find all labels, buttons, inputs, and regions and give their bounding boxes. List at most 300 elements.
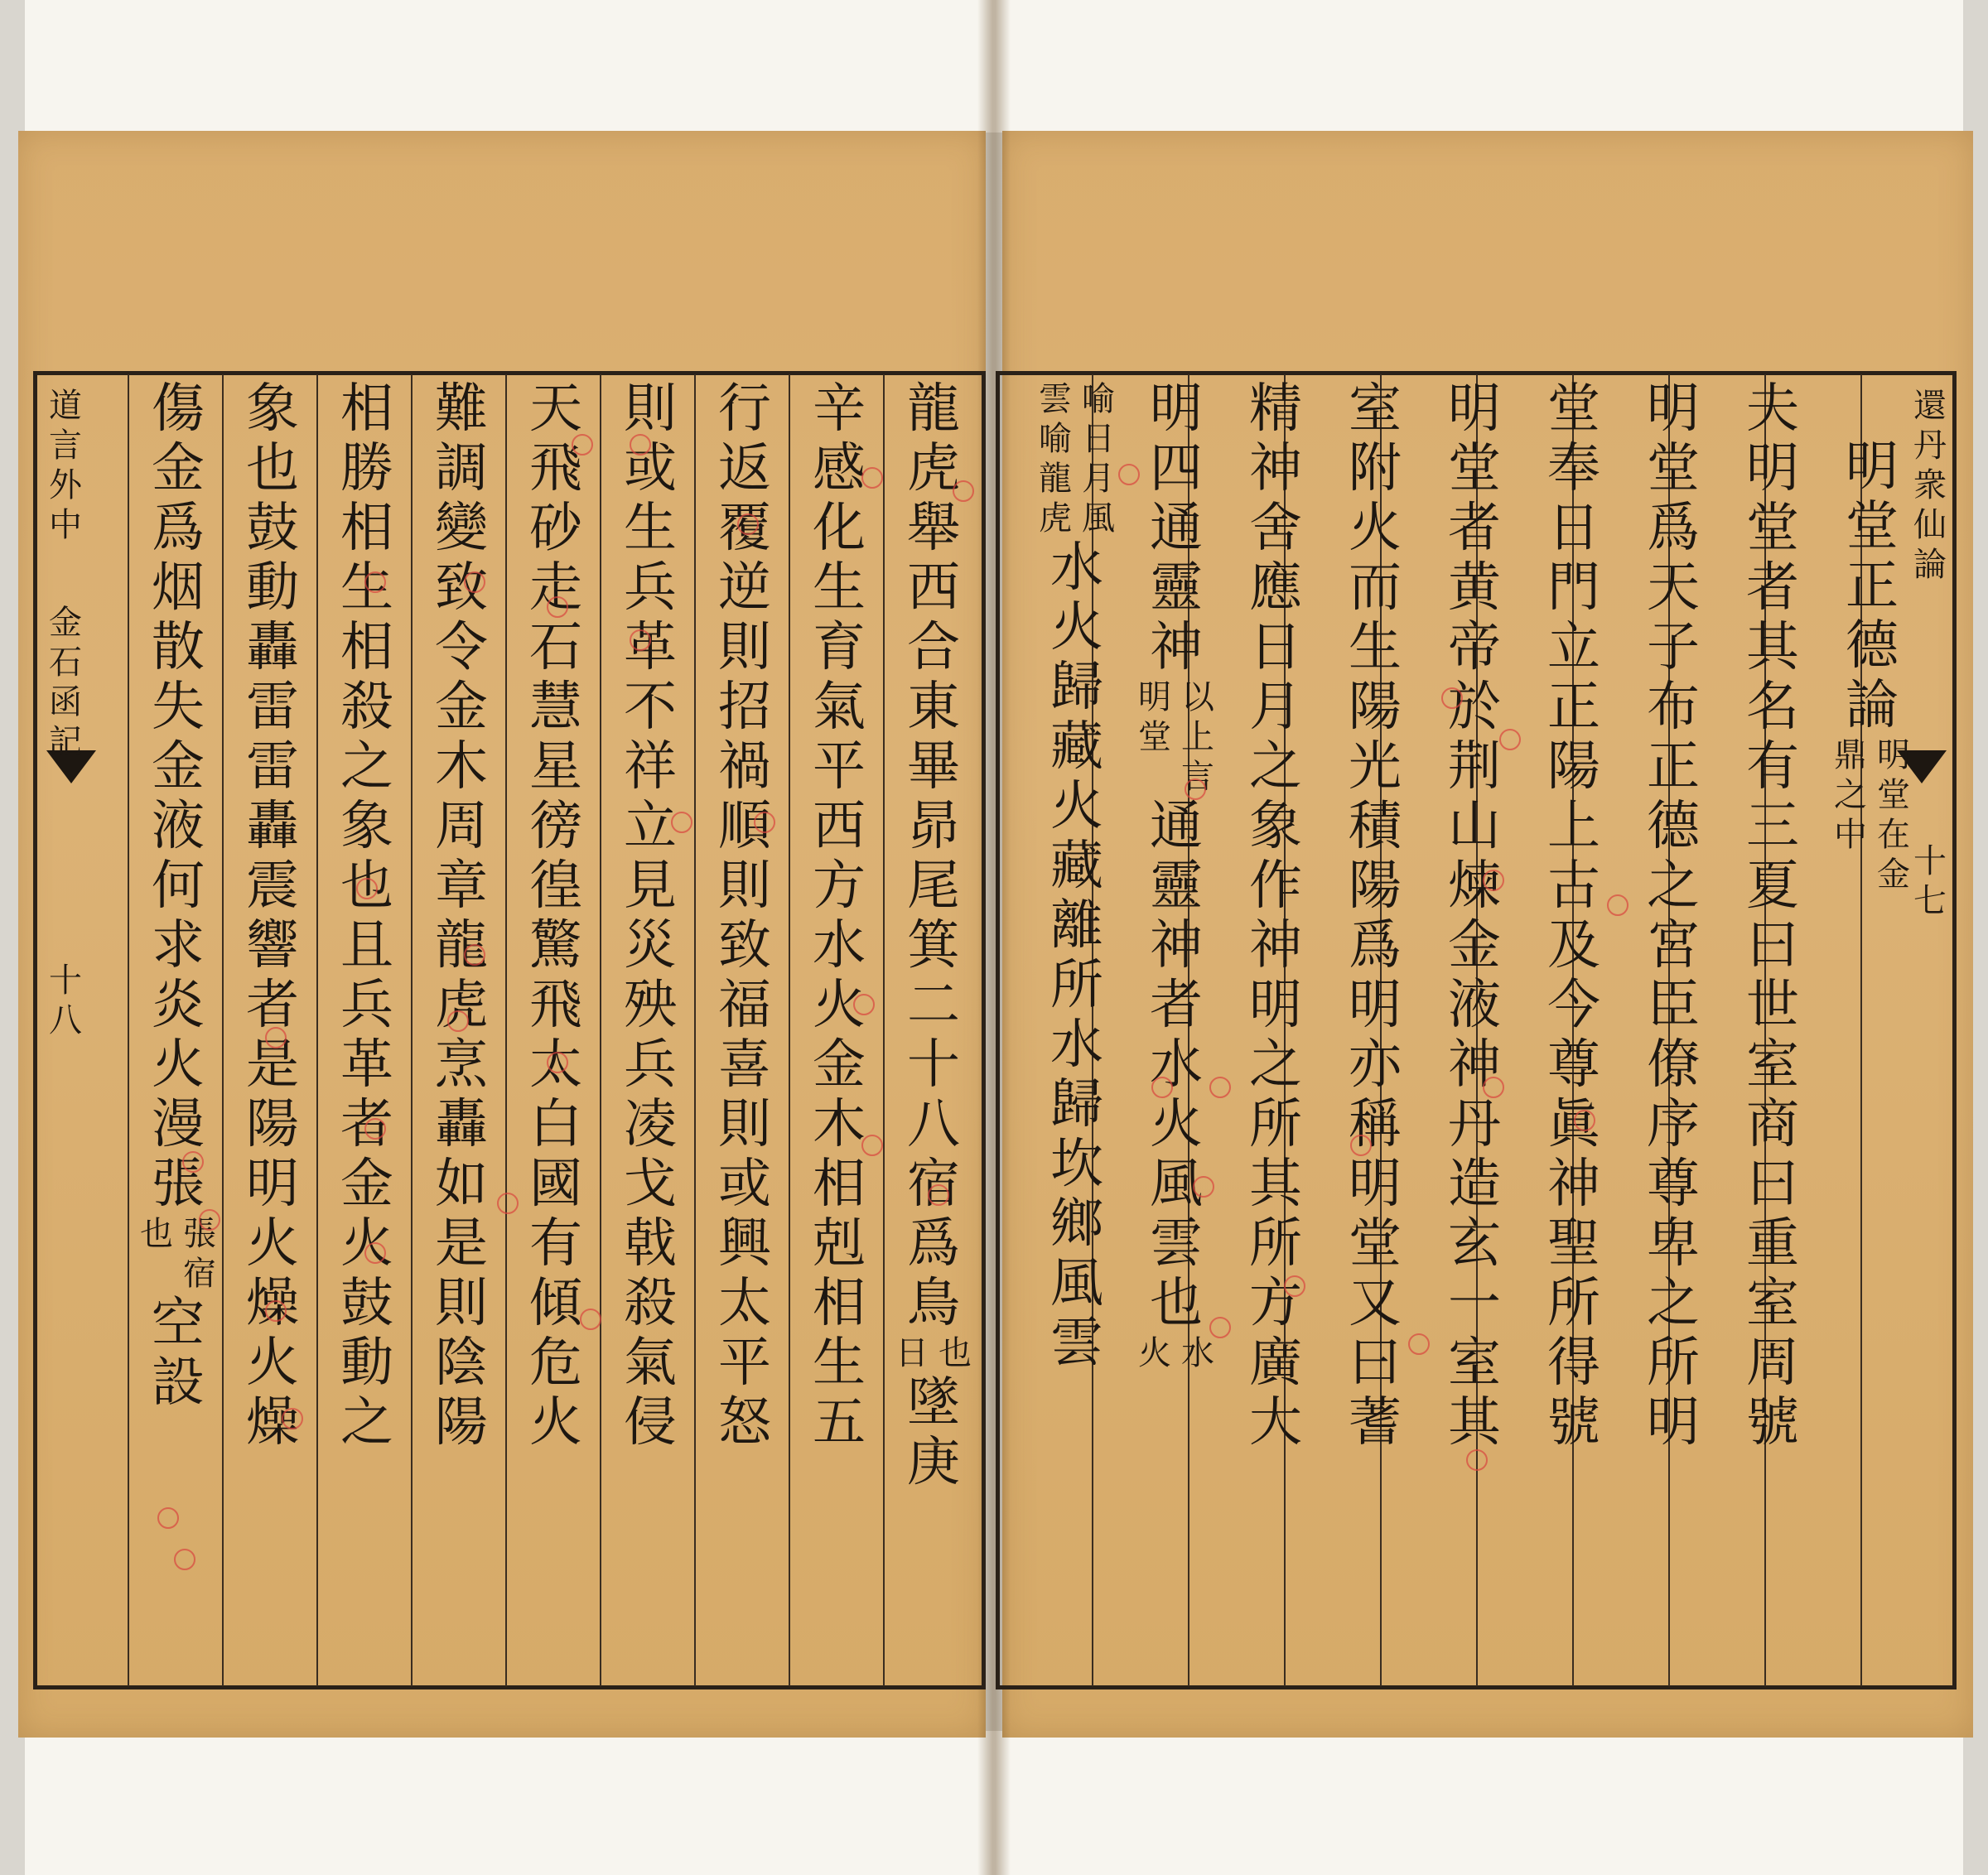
glyph: 爲 bbox=[152, 498, 205, 559]
glyph: 僚 bbox=[1647, 1034, 1700, 1096]
glyph: 合 bbox=[907, 617, 960, 678]
glyph: 上 bbox=[1181, 718, 1214, 756]
glyph: 火 bbox=[246, 1333, 299, 1394]
glyph: 生 bbox=[624, 498, 677, 559]
glyph: 日 bbox=[1547, 498, 1600, 559]
glyph: 所 bbox=[1249, 1213, 1302, 1275]
glyph: 虎 bbox=[435, 975, 488, 1036]
glyph: 堂 bbox=[1349, 1213, 1402, 1275]
glyph: 飛 bbox=[529, 438, 582, 499]
red-circle-mark bbox=[630, 434, 651, 455]
glyph: 帝 bbox=[1448, 617, 1501, 678]
glyph: 蓍 bbox=[1349, 1392, 1402, 1453]
glyph: 昴 bbox=[907, 796, 960, 857]
glyph: 勝 bbox=[340, 438, 393, 499]
glyph: 火 bbox=[813, 975, 866, 1036]
glyph: 又 bbox=[1349, 1273, 1402, 1334]
glyph: 火 bbox=[1349, 498, 1402, 559]
glyph: 之 bbox=[1647, 1273, 1700, 1334]
red-circle-mark bbox=[1408, 1333, 1430, 1355]
text-column bbox=[225, 378, 320, 1456]
red-circle-mark bbox=[853, 994, 875, 1015]
glyph: 廣 bbox=[1249, 1333, 1302, 1394]
glyph: 商 bbox=[1746, 1094, 1799, 1155]
glyph: 立 bbox=[624, 796, 677, 857]
glyph: 金 bbox=[340, 1154, 393, 1215]
glyph: 中 bbox=[49, 506, 82, 544]
glyph: 水 bbox=[813, 915, 866, 976]
glyph: 難 bbox=[435, 378, 488, 440]
glyph: 見 bbox=[624, 856, 677, 917]
glyph: 致 bbox=[718, 915, 771, 976]
glyph: 而 bbox=[1349, 557, 1402, 619]
glyph: 於 bbox=[1448, 677, 1501, 738]
glyph: 金 bbox=[152, 736, 205, 798]
glyph: 砂 bbox=[529, 498, 582, 559]
glyph: 靈 bbox=[1150, 856, 1203, 917]
glyph: 天 bbox=[1647, 557, 1700, 619]
glyph: 言 bbox=[49, 427, 82, 465]
glyph: 空 bbox=[152, 1293, 205, 1354]
glyph: 方 bbox=[1249, 1273, 1302, 1334]
glyph: 危 bbox=[529, 1333, 582, 1394]
glyph: 庚 bbox=[907, 1432, 960, 1493]
glyph: 雲 bbox=[1050, 1313, 1103, 1374]
glyph: 得 bbox=[1547, 1333, 1600, 1394]
glyph: 是 bbox=[435, 1213, 488, 1275]
glyph: 烹 bbox=[435, 1034, 488, 1096]
glyph: 曰 bbox=[1349, 1333, 1402, 1394]
glyph: 室 bbox=[1746, 1273, 1799, 1334]
glyph: 求 bbox=[152, 915, 205, 976]
red-circle-mark bbox=[953, 480, 974, 502]
glyph: 十 bbox=[49, 962, 82, 1000]
glyph: 兵 bbox=[624, 557, 677, 619]
glyph: 炎 bbox=[152, 975, 205, 1036]
glyph: 驚 bbox=[529, 915, 582, 976]
glyph: 生 bbox=[1349, 617, 1402, 678]
glyph: 燥 bbox=[246, 1273, 299, 1334]
text-column bbox=[697, 378, 792, 1456]
text-column bbox=[1822, 383, 1922, 898]
glyph: 曰 bbox=[1746, 1154, 1799, 1215]
glyph: 其 bbox=[1249, 1154, 1302, 1215]
glyph: 水 bbox=[1150, 1034, 1203, 1096]
glyph: 正 bbox=[1647, 736, 1700, 798]
text-column bbox=[792, 378, 886, 1456]
glyph: 氣 bbox=[813, 677, 866, 738]
glyph: 相 bbox=[813, 1154, 866, 1215]
glyph: 子 bbox=[1647, 617, 1700, 678]
glyph: 門 bbox=[1547, 557, 1600, 619]
glyph: 記 bbox=[49, 723, 82, 761]
glyph: 函 bbox=[49, 683, 82, 721]
glyph: 水 bbox=[1181, 1334, 1214, 1372]
glyph: 木 bbox=[813, 1094, 866, 1155]
glyph: 玄 bbox=[1448, 1213, 1501, 1275]
glyph: 正 bbox=[1547, 677, 1600, 738]
column-rule bbox=[128, 374, 129, 1686]
glyph: 平 bbox=[813, 736, 866, 798]
glyph: 傾 bbox=[529, 1273, 582, 1334]
glyph: 眞 bbox=[1547, 1094, 1600, 1155]
glyph: 世 bbox=[1746, 975, 1799, 1036]
text-column bbox=[1226, 378, 1325, 1456]
glyph: 明 bbox=[1448, 378, 1501, 440]
glyph: 烟 bbox=[152, 557, 205, 619]
glyph: 鼎 bbox=[1834, 736, 1867, 774]
glyph: 響 bbox=[246, 915, 299, 976]
glyph: 還 bbox=[1913, 387, 1947, 425]
glyph: 覆 bbox=[718, 498, 771, 559]
red-circle-mark bbox=[547, 596, 568, 618]
glyph: 是 bbox=[246, 1034, 299, 1096]
glyph: 臣 bbox=[1647, 975, 1700, 1036]
glyph: 一 bbox=[1448, 1273, 1501, 1334]
glyph: 作 bbox=[1249, 856, 1302, 917]
glyph: 上 bbox=[1547, 796, 1600, 857]
glyph: 感 bbox=[813, 438, 866, 499]
glyph: 十 bbox=[907, 1034, 960, 1096]
glyph: 爲 bbox=[1349, 915, 1402, 976]
glyph: 金 bbox=[813, 1034, 866, 1096]
glyph: 三 bbox=[1746, 796, 1799, 857]
glyph: 陰 bbox=[435, 1333, 488, 1394]
red-circle-mark bbox=[265, 1300, 287, 1322]
red-circle-mark bbox=[1483, 1077, 1504, 1098]
glyph: 今 bbox=[1547, 975, 1600, 1036]
glyph: 傷 bbox=[152, 378, 205, 440]
glyph: 相 bbox=[340, 617, 393, 678]
commentary-note bbox=[1036, 380, 1117, 542]
glyph: 失 bbox=[152, 677, 205, 738]
text-column bbox=[509, 378, 603, 1456]
glyph: 箕 bbox=[907, 915, 960, 976]
glyph: 戟 bbox=[624, 1213, 677, 1275]
glyph: 及 bbox=[1547, 915, 1600, 976]
glyph: 則 bbox=[718, 617, 771, 678]
glyph: 神 bbox=[1150, 617, 1203, 678]
glyph: 太 bbox=[529, 1034, 582, 1096]
red-circle-mark bbox=[630, 629, 651, 651]
glyph: 動 bbox=[340, 1333, 393, 1394]
red-circle-mark bbox=[182, 1151, 204, 1173]
glyph: 章 bbox=[435, 856, 488, 917]
glyph: 鼓 bbox=[340, 1273, 393, 1334]
glyph: 陽 bbox=[1349, 856, 1402, 917]
glyph: 光 bbox=[1349, 736, 1402, 798]
red-circle-mark bbox=[1193, 1176, 1214, 1198]
glyph: 液 bbox=[152, 796, 205, 857]
glyph: 舍 bbox=[1249, 498, 1302, 559]
glyph: 太 bbox=[718, 1273, 771, 1334]
glyph: 震 bbox=[246, 856, 299, 917]
glyph: 明 bbox=[1647, 1392, 1700, 1453]
glyph: 相 bbox=[813, 1273, 866, 1334]
glyph: 山 bbox=[1448, 796, 1501, 857]
glyph: 明 bbox=[1138, 678, 1171, 716]
glyph: 言 bbox=[1181, 758, 1214, 796]
glyph: 象 bbox=[340, 796, 393, 857]
glyph: 者 bbox=[1746, 557, 1799, 619]
red-circle-mark bbox=[1466, 1449, 1488, 1471]
glyph: 也 bbox=[140, 1215, 173, 1253]
glyph: 金 bbox=[435, 677, 488, 738]
text-column bbox=[1723, 378, 1822, 1456]
glyph: 液 bbox=[1448, 975, 1501, 1036]
glyph: 星 bbox=[529, 736, 582, 798]
glyph: 奉 bbox=[1547, 438, 1600, 499]
glyph: 火 bbox=[152, 1034, 205, 1096]
glyph: 虎 bbox=[907, 438, 960, 499]
glyph: 虎 bbox=[1039, 499, 1072, 537]
glyph: 火 bbox=[529, 1392, 582, 1453]
glyph: 室 bbox=[1448, 1333, 1501, 1394]
red-circle-mark bbox=[1441, 687, 1463, 709]
red-circle-mark bbox=[1209, 1077, 1231, 1098]
glyph: 明 bbox=[1150, 378, 1203, 440]
red-circle-mark bbox=[497, 1193, 519, 1214]
glyph: 堂 bbox=[1746, 498, 1799, 559]
glyph: 者 bbox=[1150, 975, 1203, 1036]
glyph: 通 bbox=[1150, 498, 1203, 559]
red-circle-mark bbox=[356, 878, 378, 899]
glyph: 尊 bbox=[1647, 1154, 1700, 1215]
glyph: 水 bbox=[1050, 537, 1103, 599]
glyph: 西 bbox=[907, 557, 960, 619]
glyph: 宿 bbox=[907, 1154, 960, 1215]
glyph: 論 bbox=[1913, 546, 1947, 584]
glyph: 返 bbox=[718, 438, 771, 499]
glyph: 鄉 bbox=[1050, 1193, 1103, 1255]
glyph: 室 bbox=[1349, 378, 1402, 440]
red-circle-mark bbox=[1483, 870, 1504, 891]
glyph: 西 bbox=[813, 796, 866, 857]
text-column bbox=[1624, 378, 1723, 1456]
glyph: 道 bbox=[49, 387, 82, 425]
glyph: 走 bbox=[529, 557, 582, 619]
glyph: 石 bbox=[49, 643, 82, 682]
glyph: 爲 bbox=[1647, 498, 1700, 559]
glyph: 應 bbox=[1249, 557, 1302, 619]
glyph: 藏 bbox=[1050, 716, 1103, 778]
glyph: 者 bbox=[340, 1094, 393, 1155]
glyph: 明 bbox=[1647, 378, 1700, 440]
glyph: 則 bbox=[718, 856, 771, 917]
glyph: 離 bbox=[1050, 895, 1103, 957]
glyph: 明 bbox=[1349, 975, 1402, 1036]
red-circle-mark bbox=[737, 513, 759, 535]
glyph: 舉 bbox=[907, 498, 960, 559]
glyph: 墜 bbox=[907, 1372, 960, 1434]
glyph: 致 bbox=[435, 557, 488, 619]
glyph: 重 bbox=[1746, 1213, 1799, 1275]
glyph: 五 bbox=[813, 1392, 866, 1453]
glyph: 革 bbox=[624, 617, 677, 678]
glyph: 燥 bbox=[246, 1392, 299, 1453]
glyph: 宮 bbox=[1647, 915, 1700, 976]
glyph: 火 bbox=[1050, 776, 1103, 837]
glyph: 水 bbox=[1050, 1015, 1103, 1076]
glyph: 神 bbox=[1150, 915, 1203, 976]
text-column bbox=[1524, 378, 1624, 1456]
glyph: 爲 bbox=[907, 1213, 960, 1275]
glyph: 火 bbox=[340, 1213, 393, 1275]
glyph: 古 bbox=[1547, 856, 1600, 917]
glyph: 名 bbox=[1746, 677, 1799, 738]
glyph: 曰 bbox=[1746, 915, 1799, 976]
glyph: 相 bbox=[340, 498, 393, 559]
glyph: 生 bbox=[813, 1333, 866, 1394]
glyph: 陽 bbox=[435, 1392, 488, 1453]
glyph: 序 bbox=[1647, 1094, 1700, 1155]
glyph: 風 bbox=[1050, 1253, 1103, 1314]
glyph: 日 bbox=[1082, 420, 1115, 458]
glyph: 二 bbox=[907, 975, 960, 1036]
glyph: 風 bbox=[1150, 1154, 1203, 1215]
red-circle-mark bbox=[174, 1549, 195, 1570]
glyph: 所 bbox=[1547, 1273, 1600, 1334]
glyph: 神 bbox=[1249, 915, 1302, 976]
glyph: 月 bbox=[1082, 460, 1115, 498]
glyph: 象 bbox=[1249, 796, 1302, 857]
glyph: 平 bbox=[718, 1333, 771, 1394]
glyph: 殃 bbox=[624, 975, 677, 1036]
red-circle-mark bbox=[447, 1010, 469, 1032]
glyph: 堂 bbox=[1877, 776, 1910, 814]
glyph: 在 bbox=[1877, 816, 1910, 854]
glyph: 殺 bbox=[340, 677, 393, 738]
glyph: 神 bbox=[1547, 1154, 1600, 1215]
glyph: 鼓 bbox=[246, 498, 299, 559]
glyph: 神 bbox=[1448, 1034, 1501, 1096]
commentary-note bbox=[1831, 736, 1913, 898]
red-circle-mark bbox=[1185, 778, 1206, 800]
glyph: 殺 bbox=[624, 1273, 677, 1334]
glyph: 則 bbox=[435, 1273, 488, 1334]
glyph: 轟 bbox=[246, 617, 299, 678]
glyph: 大 bbox=[1249, 1392, 1302, 1453]
glyph: 室 bbox=[1746, 1034, 1799, 1096]
text-column bbox=[603, 378, 697, 1456]
glyph: 鳥 bbox=[907, 1273, 960, 1334]
glyph: 積 bbox=[1349, 796, 1402, 857]
glyph: 災 bbox=[624, 915, 677, 976]
glyph: 何 bbox=[152, 856, 205, 917]
glyph: 動 bbox=[246, 557, 299, 619]
glyph: 十 bbox=[1913, 842, 1947, 880]
glyph: 福 bbox=[718, 975, 771, 1036]
glyph: 精 bbox=[1249, 378, 1302, 440]
glyph: 堂 bbox=[1846, 496, 1899, 557]
text-column bbox=[886, 378, 981, 1496]
glyph: 令 bbox=[435, 617, 488, 678]
glyph: 陽 bbox=[1547, 736, 1600, 798]
glyph: 堂 bbox=[1647, 438, 1700, 499]
glyph: 轟 bbox=[246, 796, 299, 857]
glyph: 之 bbox=[1647, 856, 1700, 917]
red-circle-mark bbox=[157, 1507, 179, 1529]
left-margin-title bbox=[36, 389, 94, 1044]
glyph: 夏 bbox=[1746, 856, 1799, 917]
glyph: 國 bbox=[529, 1154, 582, 1215]
glyph: 卑 bbox=[1647, 1213, 1700, 1275]
red-circle-mark bbox=[1118, 464, 1140, 485]
glyph: 白 bbox=[529, 1094, 582, 1155]
glyph: 火 bbox=[1138, 1334, 1171, 1372]
text-column bbox=[1027, 380, 1127, 1376]
glyph: 外 bbox=[49, 466, 82, 504]
red-circle-mark bbox=[1284, 1275, 1305, 1297]
glyph: 怒 bbox=[718, 1392, 771, 1453]
glyph: 天 bbox=[529, 378, 582, 440]
glyph: 火 bbox=[1150, 1094, 1203, 1155]
glyph: 象 bbox=[246, 378, 299, 440]
glyph: 者 bbox=[246, 975, 299, 1036]
glyph: 陽 bbox=[1349, 677, 1402, 738]
glyph: 仙 bbox=[1913, 506, 1947, 544]
red-circle-mark bbox=[861, 1135, 883, 1156]
glyph: 明 bbox=[1746, 438, 1799, 499]
glyph: 張 bbox=[152, 1154, 205, 1215]
red-circle-mark bbox=[928, 1184, 949, 1206]
glyph: 順 bbox=[718, 796, 771, 857]
glyph: 則 bbox=[624, 378, 677, 440]
glyph: 宿 bbox=[183, 1255, 216, 1293]
red-circle-mark bbox=[1151, 1077, 1173, 1098]
glyph: 日 bbox=[895, 1334, 929, 1372]
glyph: 飛 bbox=[529, 975, 582, 1036]
commentary-note bbox=[893, 1334, 974, 1376]
glyph: 招 bbox=[718, 677, 771, 738]
glyph: 革 bbox=[340, 1034, 393, 1096]
glyph: 丹 bbox=[1913, 427, 1947, 465]
glyph: 也 bbox=[340, 856, 393, 917]
glyph: 造 bbox=[1448, 1154, 1501, 1215]
glyph: 尾 bbox=[907, 856, 960, 917]
glyph: 化 bbox=[813, 498, 866, 559]
glyph: 金 bbox=[152, 438, 205, 499]
glyph: 且 bbox=[340, 915, 393, 976]
glyph: 八 bbox=[49, 1001, 82, 1039]
glyph: 藏 bbox=[1050, 836, 1103, 897]
glyph: 戈 bbox=[624, 1154, 677, 1215]
red-circle-mark bbox=[364, 571, 386, 593]
glyph: 荆 bbox=[1448, 736, 1501, 798]
glyph: 號 bbox=[1547, 1392, 1600, 1453]
glyph: 堂 bbox=[1448, 438, 1501, 499]
red-circle-mark bbox=[199, 1209, 220, 1231]
glyph: 四 bbox=[1150, 438, 1203, 499]
glyph: 雲 bbox=[1039, 380, 1072, 418]
text-column bbox=[1325, 378, 1425, 1456]
glyph: 德 bbox=[1846, 615, 1899, 677]
glyph: 也 bbox=[939, 1334, 972, 1372]
glyph: 喻 bbox=[1082, 380, 1115, 418]
glyph: 如 bbox=[435, 1154, 488, 1215]
glyph: 或 bbox=[624, 438, 677, 499]
glyph: 者 bbox=[1448, 498, 1501, 559]
red-circle-mark bbox=[861, 467, 883, 489]
glyph: 明 bbox=[1846, 436, 1899, 498]
red-circle-mark bbox=[1607, 894, 1629, 916]
red-circle-mark bbox=[580, 1309, 601, 1330]
glyph: 徬 bbox=[529, 796, 582, 857]
glyph: 風 bbox=[1082, 499, 1115, 537]
red-circle-mark bbox=[282, 1408, 303, 1429]
red-circle-mark bbox=[1209, 1317, 1231, 1338]
glyph: 所 bbox=[1050, 955, 1103, 1016]
